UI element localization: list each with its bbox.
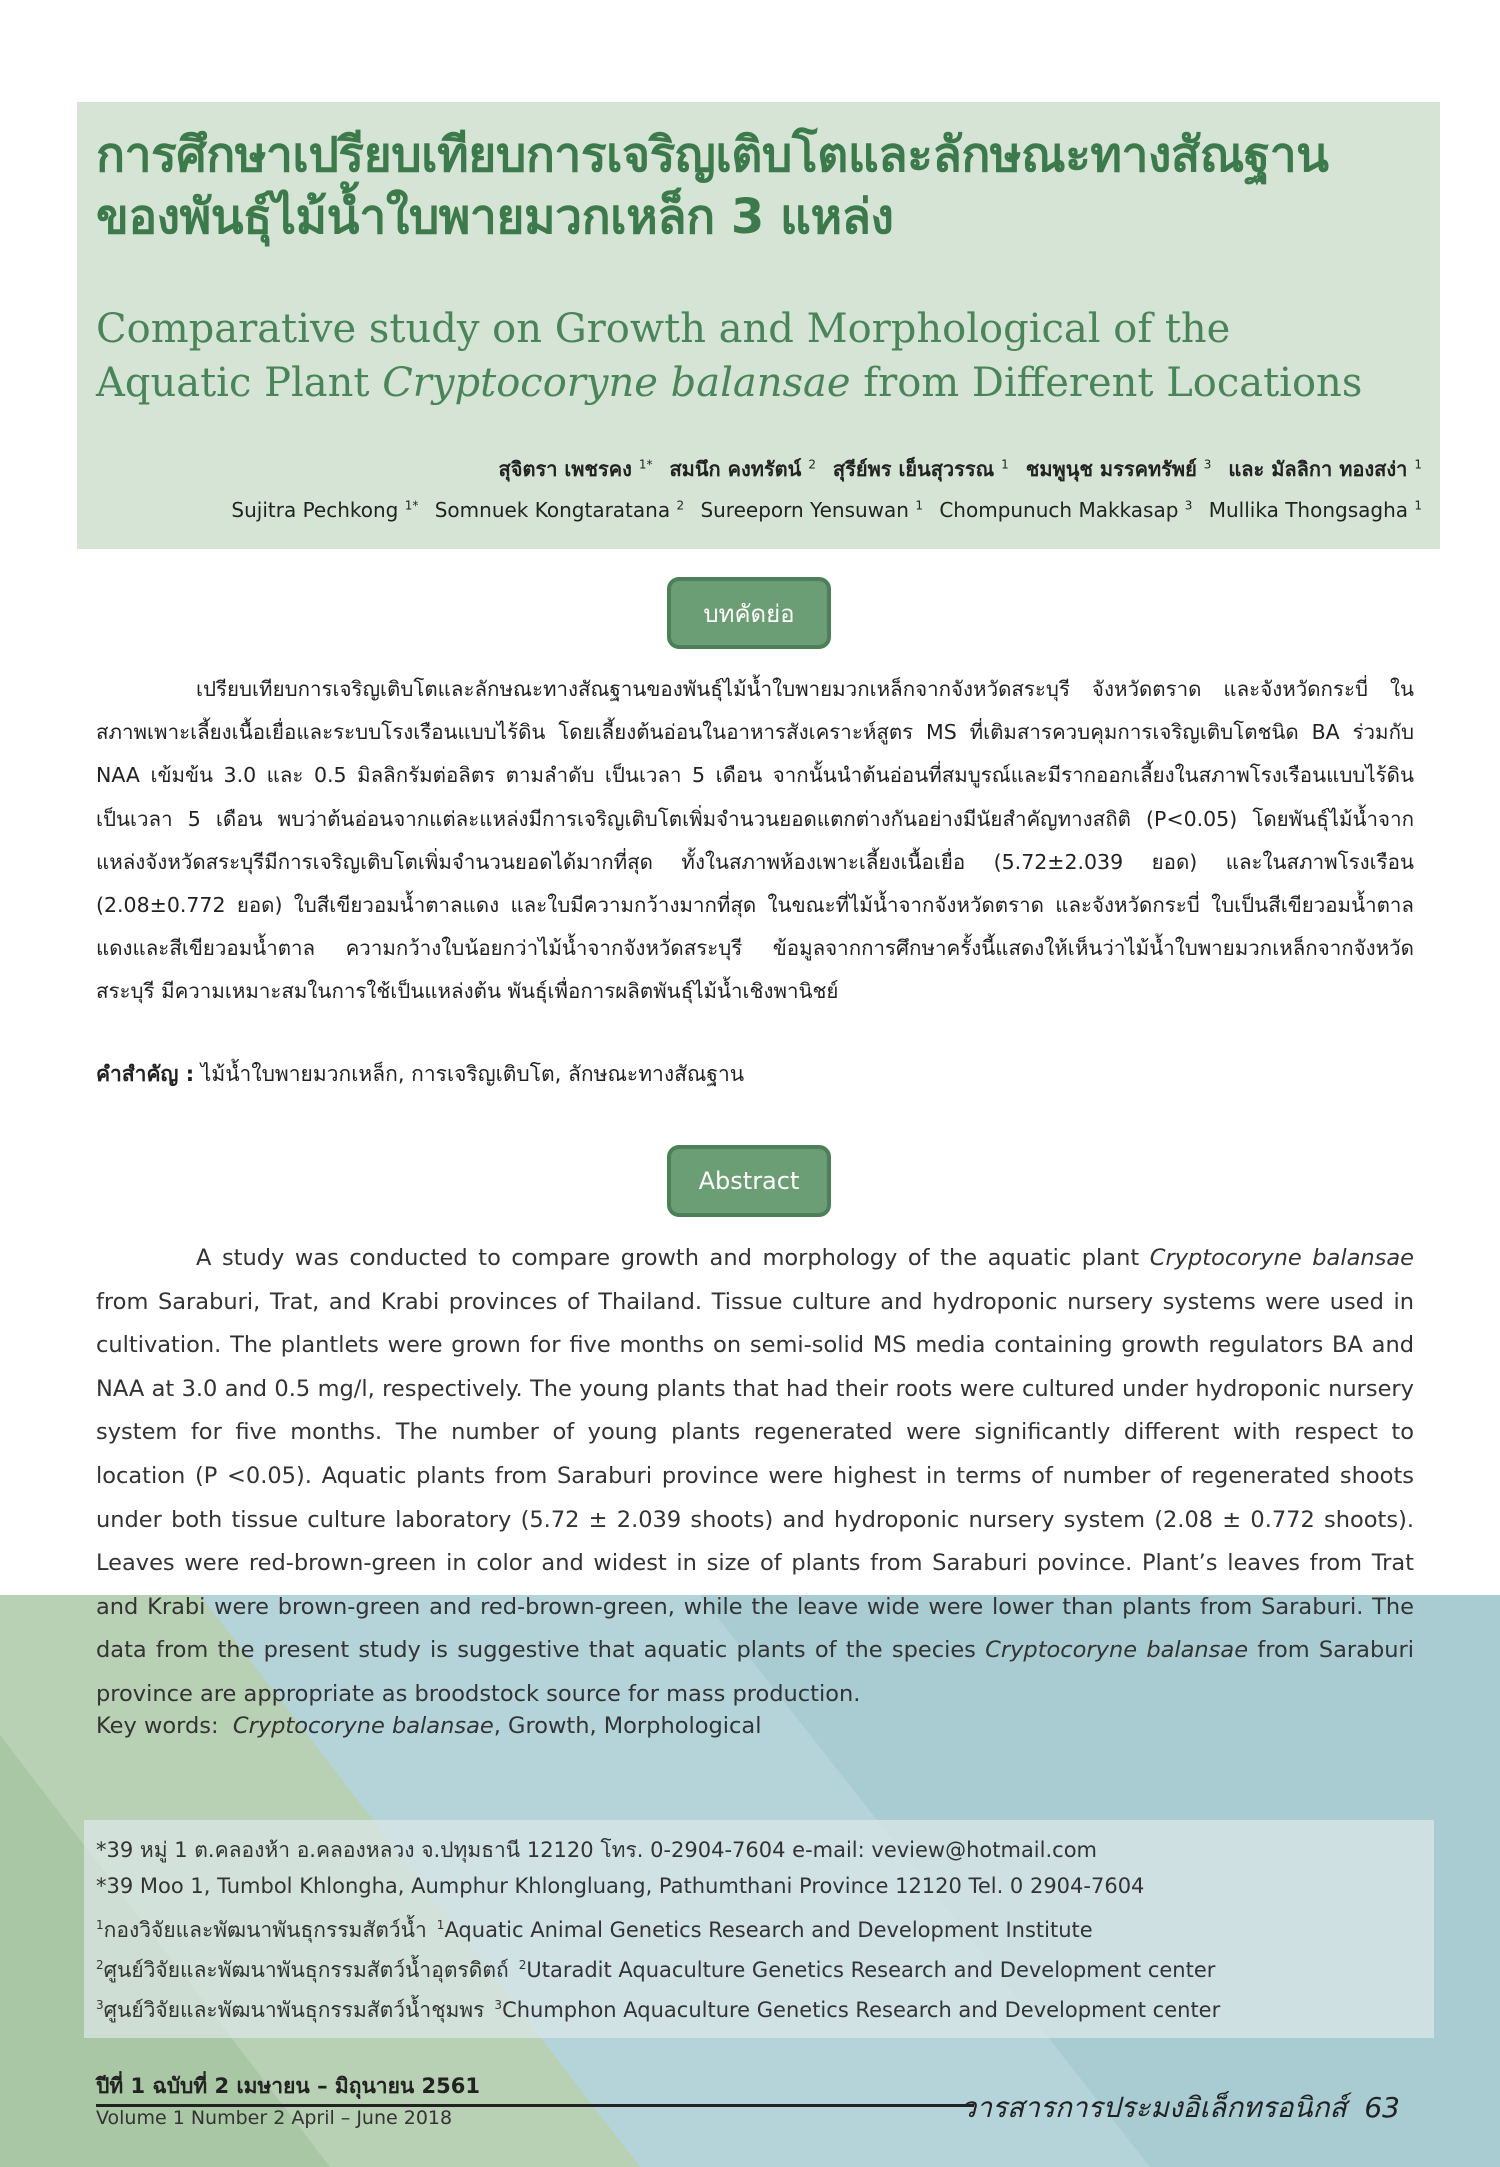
english-abstract-species: Cryptocoryne balansae [1149,1245,1414,1271]
english-title-prefix: Aquatic Plant [96,360,383,406]
address-english: *39 Moo 1, Tumbol Khlongha, Aumphur Khlongluang, Pathumthani Province 12120 Tel. 0 2904-7604 [96,1874,1145,1898]
affiliation-3: $^3$ศูนย์วิจัยและพัฒนาพันธุกรรมสัตว์น้ำชุมพร $^3$Chumphon Aquaculture Genetics Research and Development center [96,1998,1221,2022]
issue-english: Volume 1 Number 2 April – June 2018 [96,2107,453,2129]
author-english: Chompunuch Makkasap $^3$ [939,498,1193,522]
english-keywords [96,1713,761,1739]
thai-title [96,124,1426,248]
english-abstract-text-3: from Saraburi province are appropriate as broodstock source for mass production. [96,1637,1415,1707]
english-keywords-rest: , Growth, Morphological [493,1713,762,1739]
thai-title-line-1: การศึกษาเปรียบเทียบการเจริญเติบโตและลักษณะทางสัณฐาน [96,127,1329,183]
author-thai: สมนึก คงทรัตน์ $^2$ [669,457,816,481]
thai-title-line-2: ของพันธุ์ไม้น้ำใบพายมวกเหล็ก 3 แหล่ง [96,189,894,245]
thai-keywords [96,1058,744,1091]
journal-name [961,2086,1400,2130]
author-english: Mullika Thongsagha $^1$ [1208,498,1422,522]
english-abstract-body [96,1237,1414,1717]
issue-thai: ปีที่ 1 ฉบับที่ 2 เมษายน – มิถุนายน 2561 [96,2074,481,2098]
english-abstract-heading: Abstract [667,1145,831,1217]
author-thai: ชมพูนุช มรรคทรัพย์ $^3$ [1025,457,1212,481]
address-thai: *39 หมู่ 1 ต.คลองห้า อ.คลองหลวง จ.ปทุมธานี 12120 โทร. 0-2904-7604 e-mail: veview@hotmail.com [96,1838,1098,1862]
english-keywords-species: Cryptocoryne balansae [232,1713,494,1739]
english-title-line-2 [96,356,1436,410]
thai-abstract-text: เปรียบเทียบการเจริญเติบโตและลักษณะทางสัณฐานของพันธุ์ไม้น้ำใบพายมวกเหล็กจากจังหวัดสระบุรี จังหวัดตราด และจังหวัดกระบี่ ในสภาพเพาะเลี้ยงเนื้อเยื่อและระบบโรงเรือนแบบไร้ดิน โดยเลี้ยงต้นอ่อนในอาหารสังเคราะห์สูตร MS ที่เติมสารควบคุมการเจริญเติบโตชนิด BA ร่วมกับ NAA เข้มข้น 3.0 และ 0.5 มิลลิกรัมต่อลิตร ตามลำดับ เป็นเวลา 5 เดือน จากนั้นนำต้นอ่อนที่สมบูรณ์และมีรากออกเลี้ยงในสภาพโรงเรือนแบบไร้ดิน เป็นเวลา 5 เดือน พบว่าต้นอ่อนจากแต่ละแหล่งมีการเจริญเติบโตเพิ่มจำนวนยอดแตกต่างกันอย่างมีนัยสำคัญทางสถิติ (P<0.05) โดยพันธุ์ไม้น้ำจากแหล่งจังหวัดสระบุรีมีการเจริญเติบโตเพิ่มจำนวนยอดได้มากที่สุด ทั้งในสภาพห้องเพาะเลี้ยงเนื้อเยื่อ (5.72±2.039 ยอด) และในสภาพโรงเรือน (2.08±0.772 ยอด) ใบสีเขียวอมน้ำตาลแดง และใบมีความกว้างมากที่สุด ในขณะที่ไม้น้ำจากจังหวัดตราด และจังหวัดกระบี่ ใบเป็นสีเขียวอมน้ำตาลแดงและสีเขียวอมน้ำตาล ความกว้างใบน้อยกว่าไม้น้ำจากจังหวัดสระบุรี ข้อมูลจากการศึกษาครั้งนี้แสดงให้เห็นว่าไม้น้ำใบพายมวกเหล็กจากจังหวัดสระบุรี มีความเหมาะสมในการใช้เป็นแหล่งต้น พันธุ์เพื่อการผลิตพันธุ์ไม้น้ำเชิงพานิชย์ [96,677,1414,1004]
english-abstract-text-1: A study was conducted to compare growth and morphology of the aquatic plant [196,1245,1150,1271]
page-number: 63 [1364,2091,1400,2124]
author-english: Sujitra Pechkong $^{1*}$ [231,498,419,522]
author-english: Sureeporn Yensuwan $^1$ [700,498,923,522]
author-english: Somnuek Kongtaratana $^2$ [434,498,685,522]
authors-english [221,498,1422,522]
english-abstract-species: Cryptocoryne balansae [985,1637,1249,1664]
affiliation-1: $^1$กองวิจัยและพัฒนาพันธุกรรมสัตว์น้ำ $^1$Aquatic Animal Genetics Research and Development Institute [96,1918,1093,1942]
authors-thai [489,453,1422,485]
english-abstract-text-2: from Saraburi, Trat, and Krabi provinces of Thailand. Tissue culture and hydroponic nursery systems were used in cultivation. The plantlets were grown for five months on semi-solid MS media containing growth regulators BA and NAA at 3.0 and 0.5 mg/l, respectively. The young plants that had their roots were cultured under hydroponic nursery system for five months. The number of young plants regenerated were significantly different with respect to location (P <0.05). Aquatic plants from Saraburi province were highest in terms of number of regenerated shoots under both tissue culture laboratory (5.72 ± 2.039 shoots) and hydroponic nursery system (2.08 ± 0.772 shoots). Leaves were red-brown-green in color and widest in size of plants from Saraburi povince. Plant’s leaves from Trat and Krabi were brown-green and red-brown-green, while the leave wide were lower than plants from Saraburi. The data from the present study is suggestive that aquatic plants of the species [96,1288,1414,1664]
thai-keywords-text: ไม้น้ำใบพายมวกเหล็ก, การเจริญเติบโต, ลักษณะทางสัณฐาน [194,1062,745,1086]
english-title-suffix: from Different Locations [850,360,1363,406]
english-keywords-label: Key words: [96,1713,219,1739]
thai-abstract-body [96,668,1414,1014]
journal-title: วารสารการประมงอิเล็กทรอนิกส์ [960,2091,1347,2124]
thai-abstract-heading: บทคัดย่อ [667,577,831,649]
thai-keywords-label: คำสำคัญ : [96,1062,195,1086]
author-thai: สุจิตรา เพชรคง $^{1*}$ [498,457,653,481]
author-thai: และ มัลลิกา ทองสง่า $^1$ [1228,457,1422,481]
english-title-species: Cryptocoryne balansae [382,360,851,406]
author-thai: สุรีย์พร เย็นสุวรรณ $^1$ [832,457,1009,481]
affiliation-2: $^2$ศูนย์วิจัยและพัฒนาพันธุกรรมสัตว์น้ำอุตรดิตถ์ $^2$Utaradit Aquaculture Genetics Research and Development center [96,1958,1216,1982]
english-title-line-1: Comparative study on Growth and Morphological of the [96,306,1231,352]
english-title [96,302,1436,410]
